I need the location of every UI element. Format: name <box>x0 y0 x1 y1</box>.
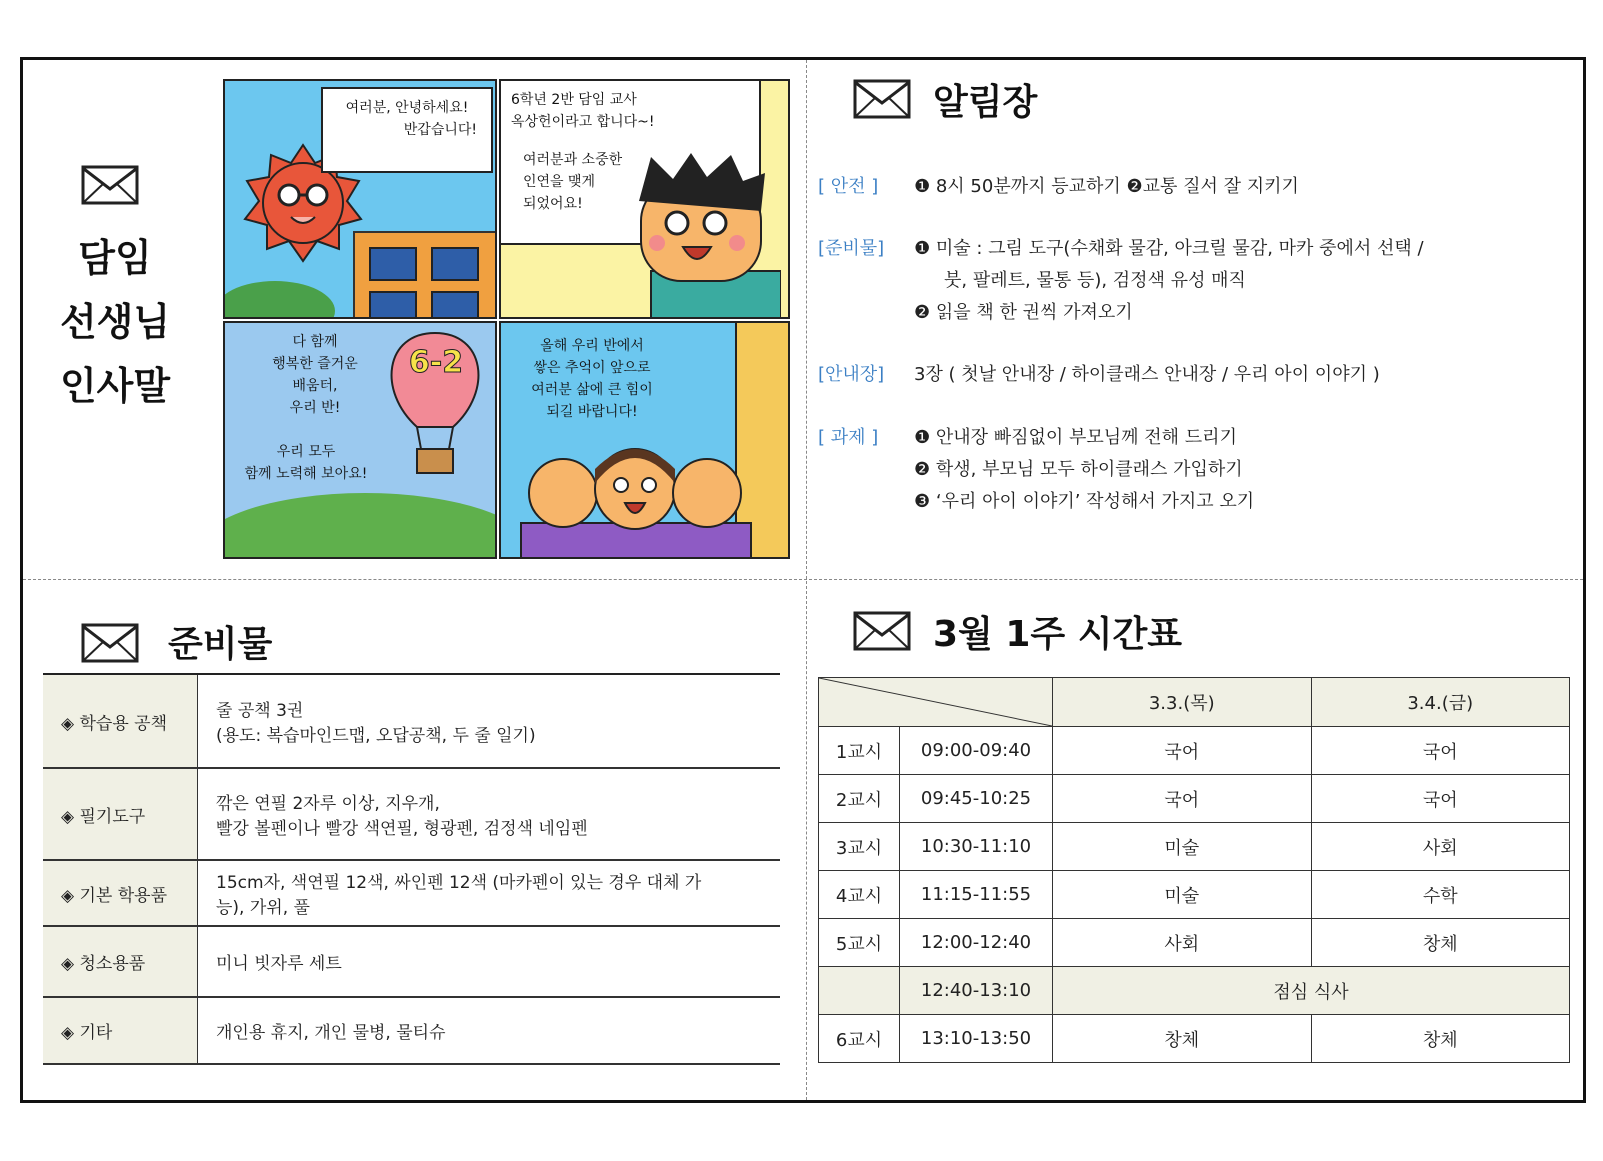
notice-title: 알림장 <box>933 82 1038 123</box>
vertical-divider <box>806 60 807 1100</box>
supplies-title: 준비물 <box>168 624 273 665</box>
timetable-subject: 창체 <box>1311 919 1570 967</box>
notice-homework-line3: ❸ ‘우리 아이 이야기’ 작성해서 가지고 오기 <box>914 491 1255 512</box>
notice-body-letters <box>914 359 1554 391</box>
timetable-subject: 창체 <box>1053 1015 1312 1063</box>
teacher-character <box>611 151 781 319</box>
bubble-1-line1: 여러분, 안녕하세요! <box>345 100 469 116</box>
timetable-period: 4교시 <box>819 871 900 919</box>
supplies-table <box>43 673 780 1065</box>
timetable-subject: 사회 <box>1053 919 1312 967</box>
bush-shape <box>223 281 335 319</box>
comic-panel-1 <box>223 79 497 319</box>
timetable-period: 3교시 <box>819 823 900 871</box>
students-characters <box>511 433 761 559</box>
comic-panel-3 <box>223 321 497 559</box>
timetable-header-row <box>819 678 1570 727</box>
timetable-row <box>819 823 1570 871</box>
timetable-time: 09:45-10:25 <box>900 775 1053 823</box>
timetable-period-empty <box>819 967 900 1015</box>
envelope-icon <box>81 623 139 663</box>
supplies-category: ◈ 기본 학용품 <box>43 860 198 926</box>
timetable-row <box>819 919 1570 967</box>
timetable-period: 2교시 <box>819 775 900 823</box>
timetable-lunch-row <box>819 967 1570 1015</box>
horizontal-divider <box>23 579 1583 580</box>
supplies-category: ◈ 기타 <box>43 997 198 1064</box>
supplies-detail-line: 미니 빗자루 세트 <box>216 954 342 974</box>
timetable-corner-cell <box>819 678 1053 727</box>
supplies-row <box>43 768 780 860</box>
supplies-detail-line: 15cm자, 색연필 12색, 싸인펜 12색 (마카펜이 있는 경우 대체 가 <box>216 873 702 893</box>
supplies-detail <box>198 674 781 768</box>
timetable-row <box>819 1015 1570 1063</box>
panel-4-text-line1: 올해 우리 반에서 <box>540 338 644 354</box>
timetable-subject: 국어 <box>1311 775 1570 823</box>
greeting-title-line3: 인사말 <box>59 364 171 408</box>
notice-homework-line2: ❷ 학생, 부모님 모두 하이클래스 가입하기 <box>914 459 1243 480</box>
timetable-time: 12:40-13:10 <box>900 967 1053 1015</box>
notice-body-safety <box>914 171 1554 203</box>
supplies-detail <box>198 926 781 997</box>
timetable-subject: 수학 <box>1311 871 1570 919</box>
timetable-subject: 국어 <box>1053 727 1312 775</box>
panel-4-text-line4: 되길 바랍니다! <box>546 404 638 420</box>
supplies-detail-line: 빨강 볼펜이나 빨강 색연필, 형광펜, 검정색 네임펜 <box>216 819 588 839</box>
comic-panel-2 <box>499 79 790 319</box>
bubble-2-line5: 인연을 맺게 <box>523 174 596 190</box>
timetable-subject: 미술 <box>1053 871 1312 919</box>
supplies-row <box>43 674 780 768</box>
comic-panel-4 <box>499 321 790 559</box>
timetable-title: 3월 1주 시간표 <box>933 614 1183 655</box>
timetable-subject: 국어 <box>1311 727 1570 775</box>
supplies-detail-line: (용도: 복습마인드맵, 오답공책, 두 줄 일기) <box>216 726 536 746</box>
panel-3-text-2-line1: 우리 모두 <box>276 444 336 460</box>
timetable-subject: 국어 <box>1053 775 1312 823</box>
timetable-period: 5교시 <box>819 919 900 967</box>
timetable-row <box>819 727 1570 775</box>
panel-3-text-1-line1: 다 함께 <box>292 334 338 350</box>
greeting-title-line1: 담임 <box>78 236 152 280</box>
timetable-time: 12:00-12:40 <box>900 919 1053 967</box>
panel-3-text-2-line2: 함께 노력해 보아요! <box>244 466 368 482</box>
panel-4-text-line2: 쌓은 추억이 앞으로 <box>533 360 651 376</box>
timetable-time: 13:10-13:50 <box>900 1015 1053 1063</box>
timetable-subject: 미술 <box>1053 823 1312 871</box>
notice-homework-line1: ❶ 안내장 빠짐없이 부모님께 전해 드리기 <box>914 427 1237 448</box>
supplies-category: ◈ 청소용품 <box>43 926 198 997</box>
timetable-day-header: 3.3.(목) <box>1053 678 1312 727</box>
timetable-day-header: 3.4.(금) <box>1311 678 1570 727</box>
panel-3-text-1-line3: 배움터, <box>292 378 338 394</box>
diagonal-line <box>819 678 1052 726</box>
bubble-2-line2: 옥상헌이라고 합니다~! <box>511 114 655 130</box>
balloon-label: 6-2 <box>408 345 464 380</box>
school-building <box>353 231 497 319</box>
timetable-period: 6교시 <box>819 1015 900 1063</box>
timetable-time: 10:30-11:10 <box>900 823 1053 871</box>
speech-bubble-1 <box>321 87 493 173</box>
notice-supplies-line1: ❶ 미술 : 그림 도구(수채화 물감, 아크릴 물감, 마카 중에서 선택 / <box>914 238 1424 259</box>
timetable-lunch-label: 점심 식사 <box>1053 967 1570 1015</box>
panel-3-text-1-line2: 행복한 즐거운 <box>272 356 358 372</box>
panel-4-text-line3: 여러분 삶에 큰 힘이 <box>531 382 653 398</box>
notice-supplies-line2: 붓, 팔레트, 물통 등), 검정색 유성 매직 <box>944 270 1246 291</box>
timetable-subject: 창체 <box>1311 1015 1570 1063</box>
hill-shape <box>223 493 497 559</box>
bubble-2-line1: 6학년 2반 담임 교사 <box>511 92 637 108</box>
timetable-period: 1교시 <box>819 727 900 775</box>
supplies-detail-line: 능), 가위, 풀 <box>216 898 310 918</box>
supplies-detail-line: 개인용 휴지, 개인 물병, 물티슈 <box>216 1023 446 1043</box>
bubble-2-line6: 되었어요! <box>523 196 583 212</box>
envelope-icon <box>853 611 911 651</box>
timetable-time: 11:15-11:55 <box>900 871 1053 919</box>
supplies-detail <box>198 860 781 926</box>
envelope-icon <box>853 79 911 119</box>
supplies-row <box>43 926 780 997</box>
panel-3-text-2 <box>231 441 381 485</box>
timetable-row <box>819 775 1570 823</box>
supplies-category: ◈ 필기도구 <box>43 768 198 860</box>
timetable-table <box>818 677 1570 1063</box>
timetable-subject: 사회 <box>1311 823 1570 871</box>
supplies-row <box>43 997 780 1064</box>
panel-3-text-1 <box>255 331 375 419</box>
bubble-1-line2: 반갑습니다! <box>403 122 477 138</box>
notice-label-supplies: [준비물] <box>818 238 885 259</box>
notice-label-letters: [안내장] <box>818 364 885 385</box>
supplies-category: ◈ 학습용 공책 <box>43 674 198 768</box>
envelope-icon <box>81 165 139 205</box>
supplies-detail-line: 줄 공책 3권 <box>216 701 304 721</box>
notice-label-homework: [ 과제 ] <box>818 427 879 448</box>
supplies-detail <box>198 997 781 1064</box>
supplies-row <box>43 860 780 926</box>
timetable-row <box>819 871 1570 919</box>
notice-supplies-line3: ❷ 읽을 책 한 권씩 가져오기 <box>914 302 1133 323</box>
notice-body-homework <box>914 422 1554 518</box>
timetable-time: 09:00-09:40 <box>900 727 1053 775</box>
supplies-detail-line: 깎은 연필 2자루 이상, 지우개, <box>216 794 440 814</box>
notice-letters-line1: 3장 ( 첫날 안내장 / 하이클래스 안내장 / 우리 아이 이야기 ) <box>914 364 1380 385</box>
bubble-2-line4: 여러분과 소중한 <box>523 152 623 168</box>
notice-body-supplies <box>914 233 1554 329</box>
panel-4-text <box>507 335 677 423</box>
comic-strip <box>223 79 790 559</box>
notice-safety-line1: ❶ 8시 50분까지 등교하기 ❷교통 질서 잘 지키기 <box>914 176 1299 197</box>
greeting-title-line2: 선생님 <box>59 300 171 344</box>
supplies-detail <box>198 768 781 860</box>
panel-3-text-1-line4: 우리 반! <box>289 400 341 416</box>
notice-label-safety: [ 안전 ] <box>818 176 879 197</box>
